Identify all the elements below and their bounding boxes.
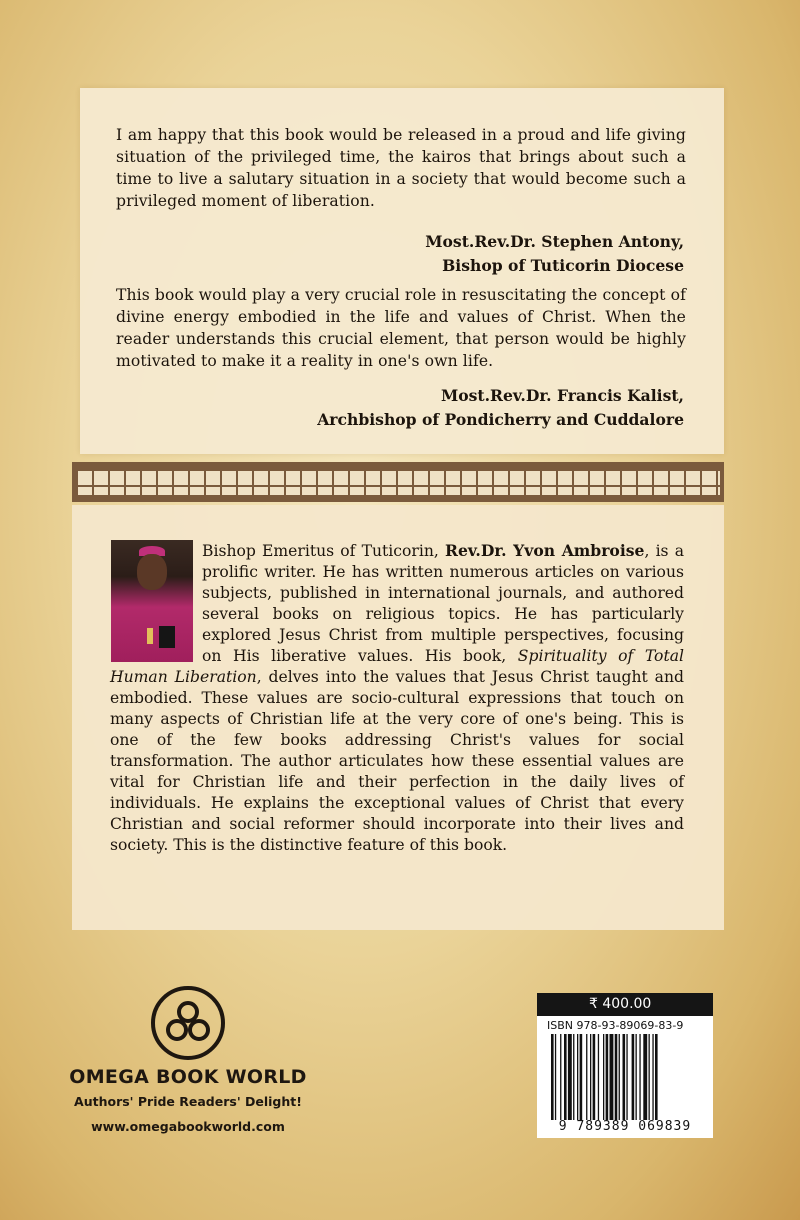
barcode-bars [551, 1034, 701, 1120]
endorsement-text-2: This book would play a very crucial role in resuscitating the concept of divine energy embodied in the life and values of Christ. When the reader understands this crucial element, that person would be highly motivated to make it a reality in one's own life. [116, 286, 686, 370]
omega-trefoil-logo-icon [151, 986, 225, 1060]
bio-part-1: , is a prolific writer. He has written numerous articles on various subjects, published in international journals, and authored several books on religious topics. He has particularly explored Jesus Christ from multiple perspectives, focusing on His liberative values. His book, [202, 542, 684, 665]
author-photo [111, 540, 193, 662]
bio-lead: Bishop Emeritus of Tuticorin, [202, 542, 446, 560]
isbn-text: ISBN 978-93-89069-83-9 [547, 1019, 684, 1032]
barcode-number: 9 789389 069839 [558, 1119, 692, 1134]
face-shape [137, 554, 167, 590]
trefoil-icon [163, 998, 213, 1048]
publisher-tagline: Authors' Pride Readers' Delight! [74, 1094, 302, 1109]
endorser-title-1: Bishop of Tuticorin Diocese [442, 256, 684, 275]
pectoral-cross-icon [147, 628, 153, 644]
bio-author-name: Rev.Dr. Yvon Ambroise [445, 541, 645, 560]
endorsement-signature-2 [317, 384, 684, 432]
publisher-url: www.omegabookworld.com [91, 1119, 285, 1134]
bio-part-2: , delves into the values that Jesus Christ taught and embodied. These values are socio-cultural expressions that touch on many aspects of Christian life at the very core of one's being. This is one of the few books addressing Christ's values for social transformation. The author articulates how these essential values are vital for Christian life and their perfection in the daily lives of individuals. He explains the exceptional values of Christ that every Christian and social reformer should incorporate into their lives and society. This is the distinctive feature of this book. [110, 668, 685, 854]
endorsement-text-1: I am happy that this book would be released in a proud and life giving situation of the privileged time, the kairos that brings about such a time to live a salutary situation in a society that would become such a privileged moment of liberation. [116, 126, 686, 210]
barcode-panel [537, 1016, 713, 1138]
author-bio [110, 540, 684, 856]
endorser-name-2: Most.Rev.Dr. Francis Kalist, [440, 386, 684, 405]
bible-shape [159, 626, 175, 648]
bio-book-title: Spirituality of Total Human Liberation [110, 647, 684, 686]
publisher-name: OMEGA BOOK WORLD [69, 1066, 307, 1088]
greek-key-pattern [76, 466, 720, 498]
greek-key-border [72, 462, 724, 502]
endorser-name-1: Most.Rev.Dr. Stephen Antony, [425, 232, 684, 251]
endorsement-signature-1 [425, 230, 684, 278]
endorser-title-2: Archbishop of Pondicherry and Cuddalore [317, 410, 684, 429]
price-label: ₹ 400.00 [537, 993, 713, 1016]
